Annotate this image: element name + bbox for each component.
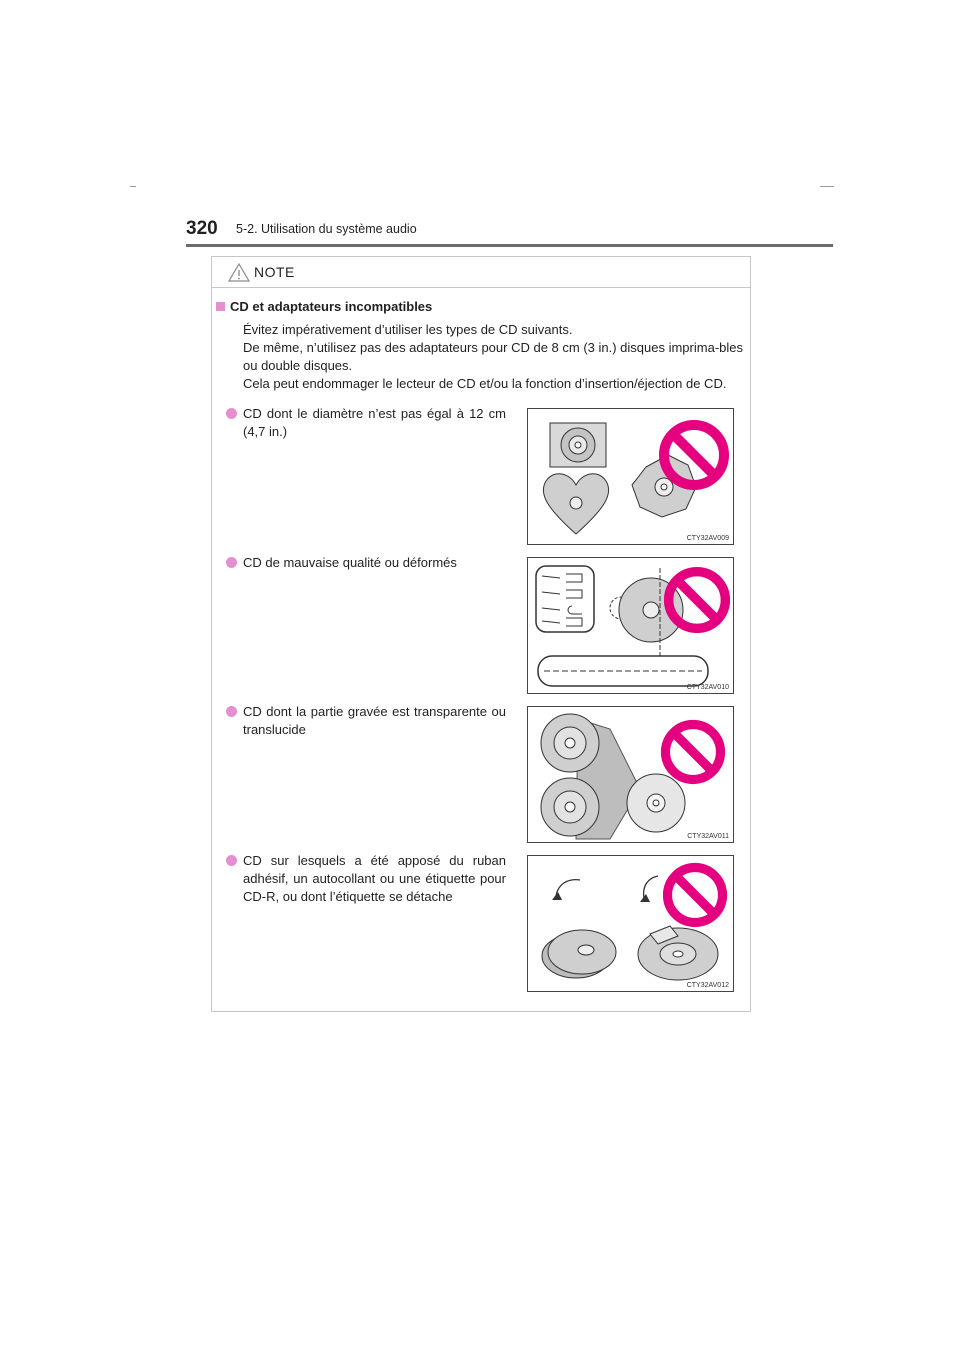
paragraph-avoid: Évitez impérativement d’utiliser les types de CD suivants. — [243, 322, 573, 337]
section-title: 5-2. Utilisation du système audio — [236, 222, 417, 236]
figure-code: CTY32AV011 — [687, 833, 729, 840]
crop-mark-left — [130, 186, 136, 187]
prohibition-icon — [660, 719, 726, 785]
bullet-icon — [226, 855, 237, 866]
prohibition-icon — [658, 419, 730, 491]
note-header — [212, 257, 750, 288]
bullet-icon — [226, 706, 237, 717]
bullet-icon — [226, 408, 237, 419]
paragraph-adapters: De même, n’utilisez pas des adaptateurs pour CD de 8 cm (3 in.) disques imprima-bles ou double disques. — [243, 340, 743, 373]
note-title: NOTE — [254, 264, 295, 280]
list-item-text: CD de mauvaise qualité ou déformés — [243, 555, 457, 570]
page-number: 320 — [186, 218, 218, 239]
crop-mark-right — [820, 186, 834, 187]
bullet-icon — [226, 557, 237, 568]
list-item — [226, 852, 506, 906]
list-item-text: CD dont la partie gravée est transparente ou translucide — [243, 704, 506, 737]
list-item — [226, 554, 506, 572]
figure-code: CTY32AV010 — [686, 684, 729, 691]
paragraph-damage: Cela peut endommager le lecteur de CD et/ou la fonction d’insertion/éjection de CD. — [243, 376, 727, 391]
figure-labeled-cds — [527, 855, 734, 992]
figure-transparent-cds — [527, 706, 734, 843]
warning-triangle-icon — [228, 263, 250, 287]
note-heading-text: CD et adaptateurs incompatibles — [230, 299, 433, 314]
figure-code: CTY32AV012 — [686, 982, 729, 989]
figure-odd-shape-cds — [527, 408, 734, 545]
figure-damaged-cds — [527, 557, 734, 694]
note-heading — [216, 299, 432, 314]
prohibition-icon — [663, 566, 731, 634]
header-rule — [186, 244, 833, 247]
list-item — [226, 405, 506, 441]
list-item — [226, 703, 506, 739]
list-item-text: CD sur lesquels a été apposé du ruban adhésif, un autocollant ou une étiquette pour CD-R, ou dont l’étiquette se détache — [243, 853, 506, 904]
square-bullet-icon — [216, 302, 225, 311]
prohibition-icon — [662, 862, 728, 928]
figure-code: CTY32AV009 — [686, 535, 729, 542]
list-item-text: CD dont le diamètre n’est pas égal à 12 cm (4,7 in.) — [243, 406, 506, 439]
note-box — [211, 256, 751, 1012]
